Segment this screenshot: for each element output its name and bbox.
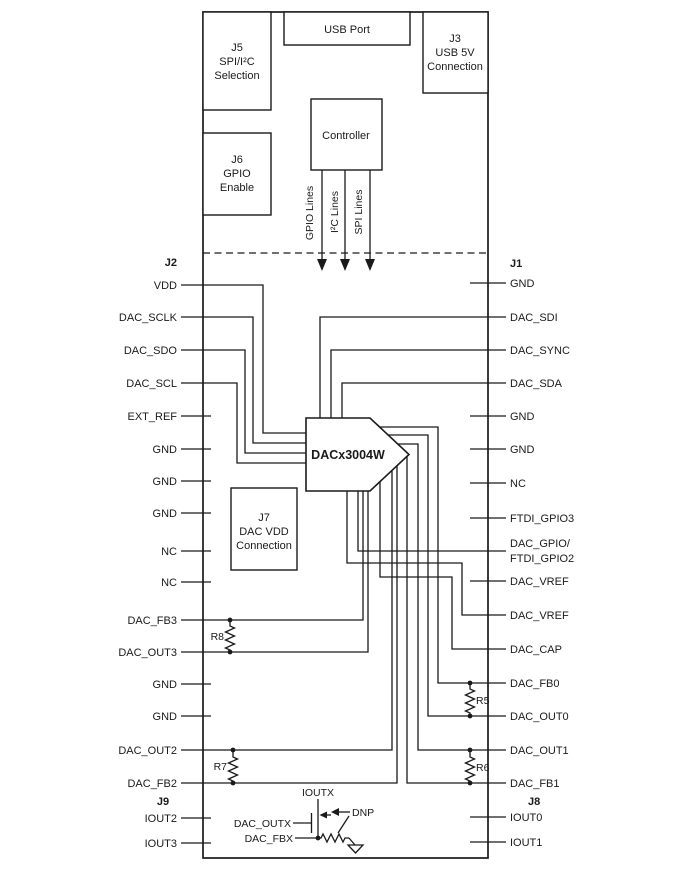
spi-lines-label: SPI Lines <box>353 189 365 235</box>
resistor-r7 <box>229 750 238 783</box>
gpio-lines-label: GPIO Lines <box>304 185 316 241</box>
right-pin-gnd-3: GND <box>510 444 535 456</box>
dac-outx-net-label: DAC_OUTX <box>233 818 291 830</box>
wire-dac-sda <box>342 383 506 418</box>
left-pin-dac-out3: DAC_OUT3 <box>118 647 177 659</box>
j6-label-1: J6 <box>231 154 243 166</box>
dnp-switch-lever <box>338 816 349 833</box>
resistor-r7-label: R7 <box>213 761 227 773</box>
left-pin-dac-fb3: DAC_FB3 <box>127 615 177 627</box>
i2c-lines-label: I²C Lines <box>329 190 341 234</box>
right-pin-iout0: IOUT0 <box>510 812 543 824</box>
dnp-label: DNP <box>352 807 375 819</box>
wire-dac-cap <box>380 482 506 649</box>
right-pin-dac-out1: DAC_OUT1 <box>510 745 569 757</box>
j3-label-2: USB 5V <box>435 47 475 59</box>
j3-label-3: Connection <box>427 61 483 73</box>
left-pin-gnd-4: GND <box>152 679 177 691</box>
left-pin-vdd: VDD <box>153 280 177 292</box>
j7-label-2: DAC VDD <box>239 526 289 538</box>
wire-dac-vref2 <box>347 491 506 615</box>
fbx-series-resistor <box>318 834 349 842</box>
right-pin-dac-fb0: DAC_FB0 <box>510 678 560 690</box>
left-pin-ticks <box>181 416 211 843</box>
dnp-arrowhead-icon <box>331 808 339 816</box>
usb-port-label: USB Port <box>324 24 370 36</box>
j7-label-3: Connection <box>236 540 292 552</box>
wire-dac-sync <box>331 350 506 418</box>
right-pin-dac-gpio-line1: DAC_GPIO/ <box>510 538 570 550</box>
dac-fbx-net-label: DAC_FBX <box>244 833 293 845</box>
left-pin-nc-2: NC <box>161 577 177 589</box>
connector-j9-label: J9 <box>156 796 170 808</box>
right-pin-gnd-2: GND <box>510 411 535 423</box>
left-pin-nc-1: NC <box>161 546 177 558</box>
j5-label-2: SPI/I²C <box>219 56 255 68</box>
resistor-r8-label: R8 <box>210 631 224 643</box>
right-pin-dac-sda: DAC_SDA <box>510 378 562 390</box>
connector-j8-label: J8 <box>528 796 541 808</box>
right-pin-nc: NC <box>510 478 526 490</box>
resistor-r5-label: R5 <box>476 695 490 707</box>
ground-symbol-icon <box>348 845 363 853</box>
junction-dots <box>228 618 473 841</box>
j6-label-3: Enable <box>219 182 255 194</box>
left-pin-gnd-5: GND <box>152 711 177 723</box>
left-pin-iout2: IOUT2 <box>144 813 177 825</box>
wire-dac-fb0 <box>380 427 506 683</box>
left-pin-dac-fb2: DAC_FB2 <box>127 778 177 790</box>
right-pin-iout1: IOUT1 <box>510 837 543 849</box>
j5-label-1: J5 <box>231 42 243 54</box>
gpio-bus-arrowhead-icon <box>317 259 327 271</box>
spi-bus-arrowhead-icon <box>365 259 375 271</box>
ioutx-net-label: IOUTX <box>301 787 335 799</box>
left-pin-gnd-1: GND <box>152 444 177 456</box>
resistor-r6 <box>466 750 475 783</box>
right-pin-dac-fb1: DAC_FB1 <box>510 778 560 790</box>
connector-j1-label: J1 <box>510 258 523 270</box>
wire-dac-scl <box>181 383 306 463</box>
j7-label-1: J7 <box>258 512 270 524</box>
connector-j2-label: J2 <box>164 257 177 269</box>
left-pin-gnd-3: GND <box>152 508 177 520</box>
left-pin-dac-sclk: DAC_SCLK <box>118 312 177 324</box>
resistor-r6-label: R6 <box>476 762 490 774</box>
right-pin-dac-sdi: DAC_SDI <box>510 312 558 324</box>
right-pin-dac-out0: DAC_OUT0 <box>510 711 569 723</box>
left-pin-dac-sdo: DAC_SDO <box>123 345 177 357</box>
left-pin-iout3: IOUT3 <box>144 838 177 850</box>
left-pin-dac-out2: DAC_OUT2 <box>118 745 177 757</box>
resistor-r8 <box>226 620 235 652</box>
dacx3004w-chip-label: DACx3004W <box>311 448 385 462</box>
right-pin-dac-vref-1: DAC_VREF <box>510 576 569 588</box>
i2c-bus-arrowhead-icon <box>340 259 350 271</box>
left-pin-dac-scl: DAC_SCL <box>126 378 177 390</box>
wire-dac-sdo <box>181 350 306 453</box>
left-pin-gnd-2: GND <box>152 476 177 488</box>
right-pin-dac-cap: DAC_CAP <box>510 644 562 656</box>
right-pin-ftdi-gpio3: FTDI_GPIO3 <box>510 513 575 525</box>
wire-dac-sclk <box>181 317 306 443</box>
right-pin-dac-sync: DAC_SYNC <box>510 345 570 357</box>
left-pin-ext-ref: EXT_REF <box>127 411 177 423</box>
j3-label-1: J3 <box>449 33 461 45</box>
right-pin-dac-vref-2: DAC_VREF <box>510 610 569 622</box>
right-pin-dac-gpio-line2: FTDI_GPIO2 <box>510 553 575 565</box>
wire-dac-sdi <box>320 317 506 418</box>
j5-label-3: Selection <box>214 70 260 82</box>
wire-vdd <box>181 285 306 433</box>
resistor-r5 <box>466 683 475 716</box>
controller-label: Controller <box>322 130 370 142</box>
mosfet-body-arrow-icon <box>320 812 328 819</box>
j6-label-2: GPIO <box>223 168 251 180</box>
ground-hook <box>349 838 355 845</box>
right-pin-gnd-1: GND <box>510 278 535 290</box>
wire-dac-fb1 <box>407 456 506 783</box>
